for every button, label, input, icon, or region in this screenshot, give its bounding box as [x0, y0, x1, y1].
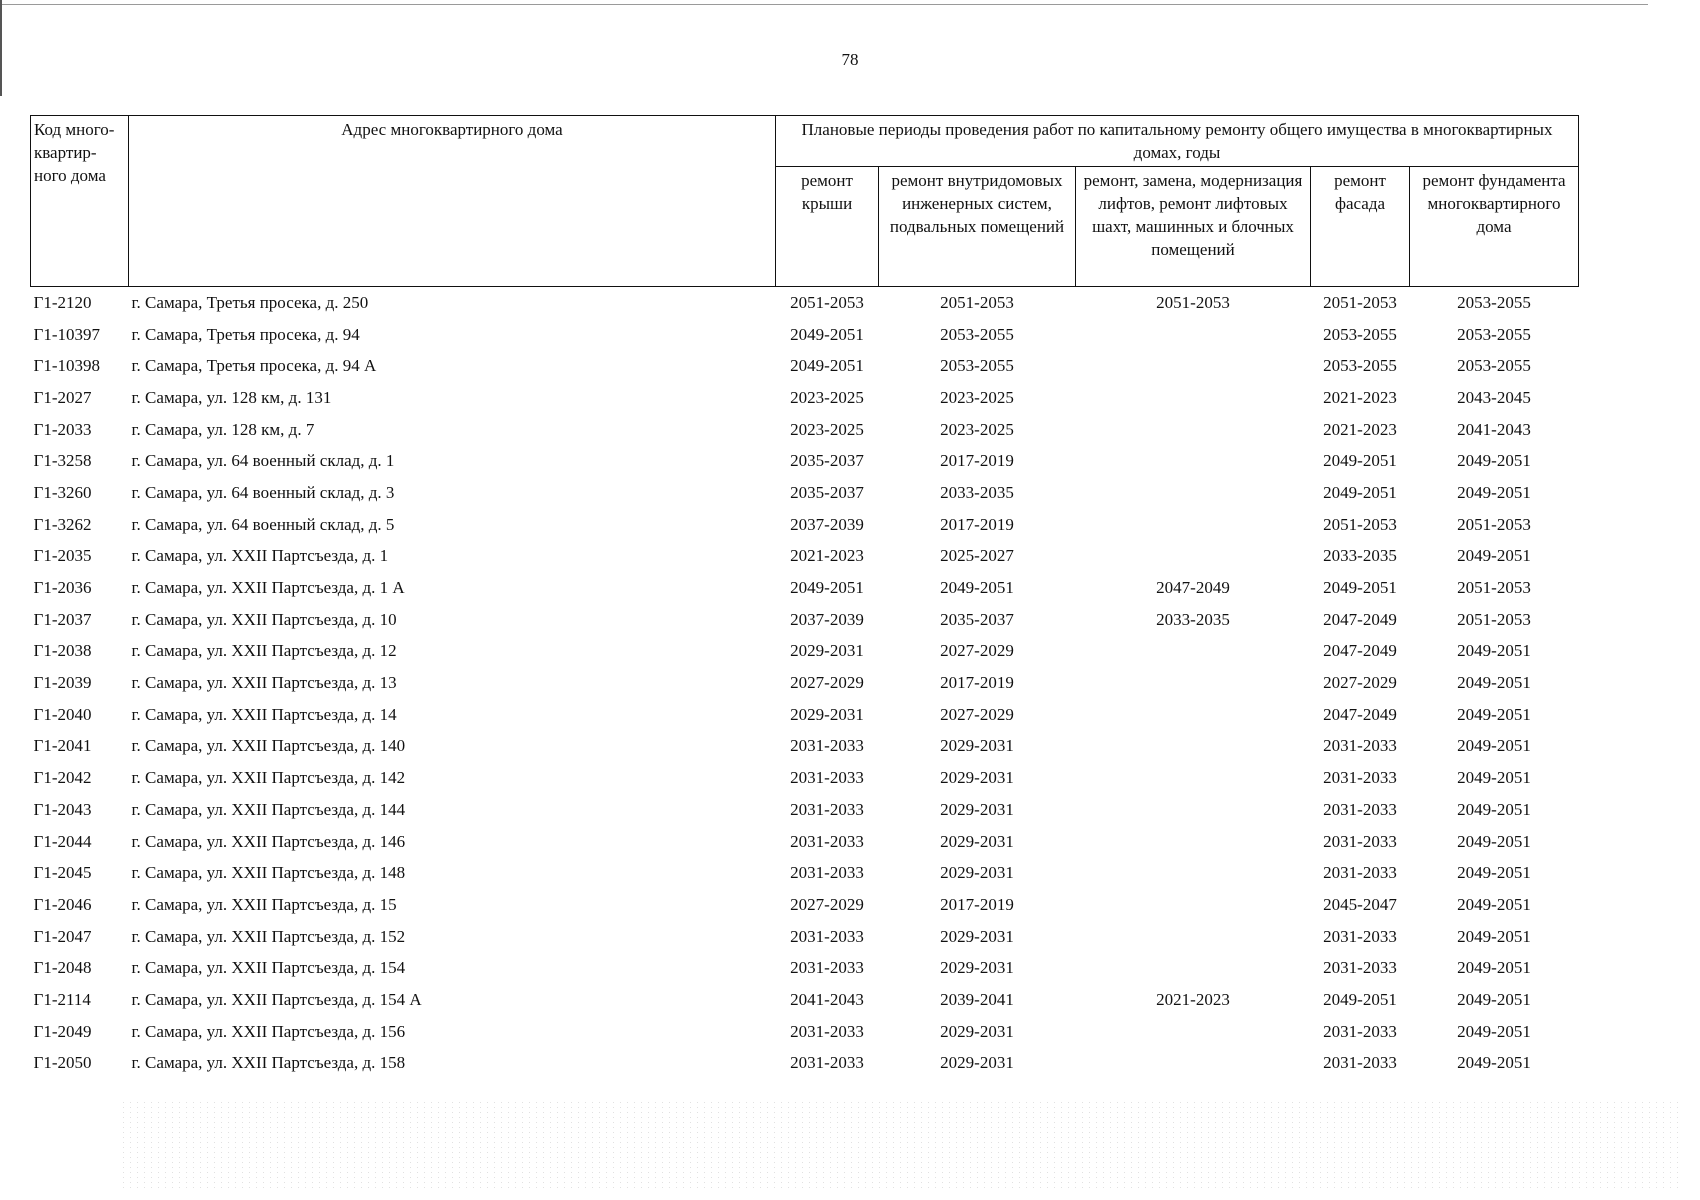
cell-systems: 2035-2037: [940, 609, 1014, 629]
cell-address: г. Самара, ул. 64 военный склад, д. 1: [131, 451, 395, 471]
table-body: [31, 287, 1579, 1080]
cell-systems: 2025-2027: [940, 546, 1014, 566]
cell-facade: 2033-2035: [1323, 546, 1397, 566]
cell-address: г. Самара, ул. XXII Партсъезда, д. 152: [131, 926, 406, 946]
cell-roof: 2027-2029: [790, 894, 864, 914]
header-elevators: ремонт, замена, модернизация лифтов, ремонт лифтовых шахт, машинных и блочных помещений: [1076, 167, 1311, 287]
header-foundation: ремонт фундамента многоквартирного дома: [1410, 167, 1579, 287]
cell-address: г. Самара, Третья просека, д. 250: [131, 292, 369, 312]
cell-facade: 2031-2033: [1323, 831, 1397, 851]
cell-elevators: [1076, 414, 1311, 446]
cell-elevators: [1076, 541, 1311, 573]
cell-roof: 2031-2033: [790, 831, 864, 851]
cell-foundation: 2049-2051: [1457, 1021, 1531, 1041]
cell-code: Г1-2041: [33, 736, 92, 756]
cell-roof: 2035-2037: [790, 482, 864, 502]
cell-systems: 2029-2031: [940, 1021, 1014, 1041]
cell-code: Г1-2044: [33, 831, 92, 851]
cell-code: Г1-2039: [33, 673, 92, 693]
table-row: [31, 826, 1579, 858]
scan-border-line: [0, 4, 1648, 5]
cell-address: г. Самара, ул. XXII Партсъезда, д. 10: [131, 609, 397, 629]
cell-code: Г1-2048: [33, 958, 92, 978]
table-row: [31, 572, 1579, 604]
cell-address: г. Самара, ул. XXII Партсъезда, д. 15: [131, 894, 397, 914]
cell-systems: 2029-2031: [940, 831, 1014, 851]
cell-systems: 2023-2025: [940, 387, 1014, 407]
cell-foundation: 2051-2053: [1457, 514, 1531, 534]
cell-elevators: [1076, 350, 1311, 382]
cell-facade: 2031-2033: [1323, 958, 1397, 978]
cell-facade: 2049-2051: [1323, 451, 1397, 471]
cell-elevators: 2021-2023: [1156, 989, 1230, 1009]
cell-address: г. Самара, ул. XXII Партсъезда, д. 146: [131, 831, 406, 851]
cell-facade: 2053-2055: [1323, 356, 1397, 376]
cell-address: г. Самара, ул. 128 км, д. 7: [131, 419, 315, 439]
cell-code: Г1-2040: [33, 704, 92, 724]
cell-elevators: [1076, 636, 1311, 668]
cell-code: Г1-3260: [33, 482, 92, 502]
cell-systems: 2053-2055: [940, 324, 1014, 344]
cell-address: г. Самара, Третья просека, д. 94: [131, 324, 360, 344]
cell-elevators: [1076, 699, 1311, 731]
cell-facade: 2031-2033: [1323, 1021, 1397, 1041]
cell-elevators: [1076, 509, 1311, 541]
cell-code: Г1-2045: [33, 863, 92, 883]
table-row: [31, 509, 1579, 541]
cell-facade: 2031-2033: [1323, 863, 1397, 883]
cell-systems: 2029-2031: [940, 1053, 1014, 1073]
cell-facade: 2049-2051: [1323, 578, 1397, 598]
cell-elevators: [1076, 794, 1311, 826]
cell-code: Г1-2027: [33, 387, 92, 407]
cell-elevators: [1076, 889, 1311, 921]
cell-foundation: 2049-2051: [1457, 736, 1531, 756]
header-systems: ремонт внутридомовых инженерных систем, подвальных помещений: [879, 167, 1076, 287]
cell-facade: 2051-2053: [1323, 514, 1397, 534]
cell-code: Г1-2038: [33, 641, 92, 661]
cell-facade: 2021-2023: [1323, 387, 1397, 407]
table-row: [31, 984, 1579, 1016]
cell-roof: 2031-2033: [790, 863, 864, 883]
cell-elevators: [1076, 762, 1311, 794]
table-row: [31, 952, 1579, 984]
cell-facade: 2051-2053: [1323, 292, 1397, 312]
cell-facade: 2031-2033: [1323, 1053, 1397, 1073]
cell-systems: 2017-2019: [940, 894, 1014, 914]
cell-facade: 2049-2051: [1323, 989, 1397, 1009]
cell-systems: 2027-2029: [940, 704, 1014, 724]
cell-elevators: [1076, 952, 1311, 984]
cell-facade: 2021-2023: [1323, 419, 1397, 439]
cell-address: г. Самара, ул. XXII Партсъезда, д. 154: [131, 958, 406, 978]
table-row: [31, 604, 1579, 636]
cell-roof: 2031-2033: [790, 768, 864, 788]
page-number: 78: [841, 50, 859, 69]
cell-code: Г1-10397: [33, 324, 100, 344]
cell-roof: 2031-2033: [790, 958, 864, 978]
cell-systems: 2053-2055: [940, 356, 1014, 376]
cell-systems: 2029-2031: [940, 768, 1014, 788]
cell-facade: 2047-2049: [1323, 641, 1397, 661]
table-row: [31, 699, 1579, 731]
table-row: [31, 350, 1579, 382]
cell-systems: 2023-2025: [940, 419, 1014, 439]
cell-facade: 2031-2033: [1323, 926, 1397, 946]
cell-address: г. Самара, ул. XXII Партсъезда, д. 154 А: [131, 989, 422, 1009]
cell-address: г. Самара, ул. XXII Партсъезда, д. 1 А: [131, 578, 405, 598]
cell-foundation: 2049-2051: [1457, 958, 1531, 978]
table-row: [31, 889, 1579, 921]
cell-foundation: 2049-2051: [1457, 546, 1531, 566]
cell-code: Г1-2046: [33, 894, 92, 914]
table-row: [31, 667, 1579, 699]
cell-address: г. Самара, ул. 64 военный склад, д. 3: [131, 482, 395, 502]
cell-address: г. Самара, ул. XXII Партсъезда, д. 158: [131, 1053, 406, 1073]
cell-code: Г1-2049: [33, 1021, 92, 1041]
cell-systems: 2033-2035: [940, 482, 1014, 502]
cell-systems: 2039-2041: [940, 989, 1014, 1009]
cell-code: Г1-2120: [33, 292, 92, 312]
cell-roof: 2031-2033: [790, 799, 864, 819]
cell-foundation: 2051-2053: [1457, 578, 1531, 598]
cell-elevators: 2047-2049: [1156, 578, 1230, 598]
table-row: [31, 857, 1579, 889]
cell-roof: 2049-2051: [790, 356, 864, 376]
cell-code: Г1-2036: [33, 578, 92, 598]
scan-edge-mark: [0, 0, 2, 96]
table-row: [31, 636, 1579, 668]
cell-roof: 2035-2037: [790, 451, 864, 471]
cell-roof: 2037-2039: [790, 514, 864, 534]
table-row: [31, 414, 1579, 446]
header-periods-group: Плановые периоды проведения работ по капитальному ремонту общего имущества в многоквартирных домах, годы: [776, 116, 1579, 167]
cell-elevators: [1076, 826, 1311, 858]
cell-address: г. Самара, ул. XXII Партсъезда, д. 142: [131, 768, 406, 788]
cell-foundation: 2051-2053: [1457, 609, 1531, 629]
cell-address: г. Самара, ул. XXII Партсъезда, д. 13: [131, 673, 397, 693]
cell-elevators: [1076, 857, 1311, 889]
cell-address: г. Самара, ул. XXII Партсъезда, д. 140: [131, 736, 406, 756]
cell-facade: 2031-2033: [1323, 736, 1397, 756]
cell-roof: 2031-2033: [790, 926, 864, 946]
table-row: [31, 762, 1579, 794]
cell-foundation: 2049-2051: [1457, 989, 1531, 1009]
table-row: [31, 477, 1579, 509]
cell-foundation: 2049-2051: [1457, 1053, 1531, 1073]
cell-elevators: [1076, 1016, 1311, 1048]
cell-facade: 2031-2033: [1323, 768, 1397, 788]
cell-systems: 2029-2031: [940, 736, 1014, 756]
cell-systems: 2051-2053: [940, 292, 1014, 312]
cell-code: Г1-2033: [33, 419, 92, 439]
cell-foundation: 2049-2051: [1457, 863, 1531, 883]
cell-code: Г1-2042: [33, 768, 92, 788]
cell-code: Г1-2043: [33, 799, 92, 819]
cell-foundation: 2049-2051: [1457, 673, 1531, 693]
table-row: [31, 1048, 1579, 1080]
cell-facade: 2049-2051: [1323, 482, 1397, 502]
cell-elevators: [1076, 1048, 1311, 1080]
cell-foundation: 2049-2051: [1457, 768, 1531, 788]
cell-foundation: 2049-2051: [1457, 641, 1531, 661]
cell-roof: 2041-2043: [790, 989, 864, 1009]
cell-address: г. Самара, ул. 128 км, д. 131: [131, 387, 332, 407]
cell-address: г. Самара, ул. XXII Партсъезда, д. 156: [131, 1021, 406, 1041]
cell-address: г. Самара, ул. XXII Партсъезда, д. 148: [131, 863, 406, 883]
table-row: [31, 382, 1579, 414]
cell-systems: 2017-2019: [940, 514, 1014, 534]
header-roof: ремонт крыши: [776, 167, 879, 287]
cell-code: Г1-10398: [33, 356, 100, 376]
cell-elevators: 2033-2035: [1156, 609, 1230, 629]
table-row: [31, 731, 1579, 763]
cell-code: Г1-2114: [33, 989, 91, 1009]
cell-elevators: [1076, 731, 1311, 763]
table-row: [31, 794, 1579, 826]
cell-foundation: 2049-2051: [1457, 926, 1531, 946]
cell-systems: 2049-2051: [940, 578, 1014, 598]
cell-code: Г1-2037: [33, 609, 92, 629]
cell-foundation: 2053-2055: [1457, 356, 1531, 376]
cell-roof: 2049-2051: [790, 324, 864, 344]
cell-roof: 2031-2033: [790, 736, 864, 756]
cell-foundation: 2053-2055: [1457, 292, 1531, 312]
cell-elevators: [1076, 319, 1311, 351]
cell-facade: 2047-2049: [1323, 704, 1397, 724]
cell-address: г. Самара, ул. XXII Партсъезда, д. 1: [131, 546, 389, 566]
cell-elevators: [1076, 445, 1311, 477]
cell-foundation: 2049-2051: [1457, 831, 1531, 851]
cell-elevators: [1076, 921, 1311, 953]
cell-foundation: 2049-2051: [1457, 451, 1531, 471]
cell-foundation: 2053-2055: [1457, 324, 1531, 344]
cell-roof: 2021-2023: [790, 546, 864, 566]
header-address: Адрес многоквартирного дома: [129, 116, 776, 287]
cell-roof: 2023-2025: [790, 387, 864, 407]
table-header: [31, 116, 1579, 287]
table-row: [31, 287, 1579, 319]
cell-address: г. Самара, ул. XXII Партсъезда, д. 144: [131, 799, 406, 819]
cell-roof: 2027-2029: [790, 673, 864, 693]
table-row: [31, 921, 1579, 953]
cell-foundation: 2049-2051: [1457, 482, 1531, 502]
repair-schedule-table: [30, 115, 1579, 1079]
cell-facade: 2047-2049: [1323, 609, 1397, 629]
cell-roof: 2029-2031: [790, 704, 864, 724]
cell-address: г. Самара, Третья просека, д. 94 А: [131, 356, 377, 376]
cell-systems: 2029-2031: [940, 863, 1014, 883]
table-row: [31, 319, 1579, 351]
cell-roof: 2023-2025: [790, 419, 864, 439]
cell-systems: 2029-2031: [940, 799, 1014, 819]
cell-systems: 2029-2031: [940, 926, 1014, 946]
cell-facade: 2027-2029: [1323, 673, 1397, 693]
cell-foundation: 2049-2051: [1457, 799, 1531, 819]
cell-code: Г1-2047: [33, 926, 92, 946]
cell-facade: 2031-2033: [1323, 799, 1397, 819]
cell-systems: 2027-2029: [940, 641, 1014, 661]
cell-foundation: 2043-2045: [1457, 387, 1531, 407]
cell-roof: 2037-2039: [790, 609, 864, 629]
cell-code: Г1-3262: [33, 514, 92, 534]
cell-foundation: 2049-2051: [1457, 894, 1531, 914]
cell-address: г. Самара, ул. 64 военный склад, д. 5: [131, 514, 395, 534]
cell-code: Г1-2050: [33, 1053, 92, 1073]
cell-systems: 2017-2019: [940, 673, 1014, 693]
cell-code: Г1-2035: [33, 546, 92, 566]
table-row: [31, 445, 1579, 477]
cell-elevators: 2051-2053: [1156, 292, 1230, 312]
header-code: Код много-квартир-ного дома: [31, 116, 129, 287]
cell-facade: 2045-2047: [1323, 894, 1397, 914]
cell-roof: 2029-2031: [790, 641, 864, 661]
cell-foundation: 2049-2051: [1457, 704, 1531, 724]
table-row: [31, 541, 1579, 573]
cell-roof: 2049-2051: [790, 578, 864, 598]
cell-roof: 2031-2033: [790, 1053, 864, 1073]
table-row: [31, 1016, 1579, 1048]
scan-noise: [120, 1100, 1680, 1190]
cell-roof: 2031-2033: [790, 1021, 864, 1041]
cell-facade: 2053-2055: [1323, 324, 1397, 344]
cell-address: г. Самара, ул. XXII Партсъезда, д. 14: [131, 704, 397, 724]
cell-elevators: [1076, 667, 1311, 699]
cell-foundation: 2041-2043: [1457, 419, 1531, 439]
cell-code: Г1-3258: [33, 451, 92, 471]
cell-systems: 2017-2019: [940, 451, 1014, 471]
cell-elevators: [1076, 477, 1311, 509]
cell-roof: 2051-2053: [790, 292, 864, 312]
cell-elevators: [1076, 382, 1311, 414]
cell-address: г. Самара, ул. XXII Партсъезда, д. 12: [131, 641, 397, 661]
cell-systems: 2029-2031: [940, 958, 1014, 978]
header-facade: ремонт фасада: [1311, 167, 1410, 287]
